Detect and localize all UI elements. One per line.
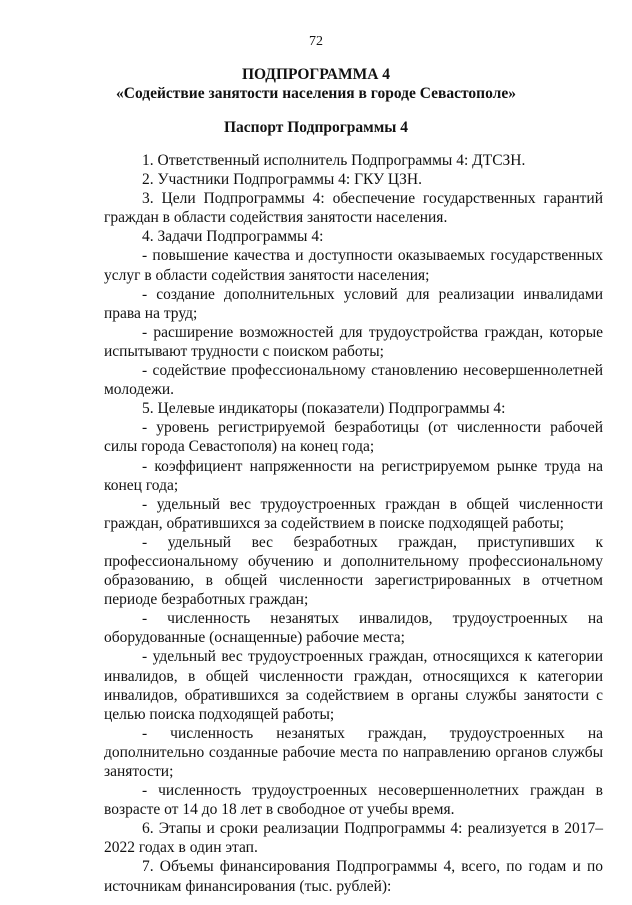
passport-paragraph: 6. Этапы и сроки реализации Подпрограммы 4: реализуется в 2017–2022 годах в один этап. (104, 820, 603, 857)
passport-title: Паспорт Подпрограммы 4 (223, 119, 409, 136)
passport-paragraph: 3. Цели Подпрограммы 4: обеспечение государственных гарантий граждан в области содействия занятости населения. (104, 190, 603, 227)
passport-paragraph: - повышение качества и доступности оказываемых государственных услуг в области содействия занятости населения; (104, 247, 603, 284)
passport-paragraph: 5. Целевые индикаторы (показатели) Подпрограммы 4: (142, 400, 506, 418)
passport-body (104, 151, 603, 896)
passport-paragraph: - удельный вес трудоустроенных граждан в общей численности граждан, обратившихся за содействием в поиске подходящей работы; (104, 495, 603, 532)
passport-paragraph: - создание дополнительных условий для реализации инвалидами права на труд; (104, 285, 603, 322)
passport-paragraph: - численность незанятых инвалидов, трудоустроенных на оборудованные (оснащенные) рабочие места; (104, 610, 603, 647)
passport-paragraph: 1. Ответственный исполнитель Подпрограммы 4: ДТСЗН. (142, 152, 526, 169)
passport-paragraph: 4. Задачи Подпрограммы 4: (142, 228, 324, 246)
passport-paragraph: - численность незанятых граждан, трудоустроенных на дополнительно созданные рабочие места по направлению органов службы занятости; (104, 724, 603, 780)
passport-paragraph: - содействие профессиональному становлению несовершеннолетней молодежи. (104, 362, 603, 399)
page-number: 72 (309, 34, 323, 49)
passport-paragraph: 7. Объемы финансирования Подпрограммы 4, всего, по годам и по источникам финансирования (тыс. рублей): (104, 858, 603, 895)
subprogram-title: ПОДПРОГРАММА 4 (241, 66, 391, 83)
passport-paragraph: - численность трудоустроенных несовершеннолетних граждан в возрасте от 14 до 18 лет в свободное от учебы время. (104, 782, 603, 819)
passport-paragraph: - удельный вес трудоустроенных граждан, относящихся к категории инвалидов, в общей численности граждан, относящихся к категории инвалидов, обратившихся за содействием в органы службы занятости с целью поиска подходящей работы; (104, 648, 603, 723)
passport-paragraph: - удельный вес безработных граждан, приступивших к профессиональному обучению и дополнительному профессиональному образованию, в общей численности зарегистрированных в отчетном периоде безработных граждан; (104, 533, 603, 609)
subprogram-subtitle: «Содействие занятости населения в городе Севастополе» (116, 85, 516, 102)
passport-paragraph: - коэффициент напряженности на регистрируемом рынке труда на конец года; (104, 457, 603, 494)
passport-paragraph: - расширение возможностей для трудоустройства граждан, которые испытывают трудности с поиском работы; (104, 323, 603, 360)
passport-paragraph: - уровень регистрируемой безработицы (от численности рабочей силы города Севастополя) на конец года; (104, 419, 603, 456)
passport-paragraph: 2. Участники Подпрограммы 4: ГКУ ЦЗН. (142, 171, 422, 189)
